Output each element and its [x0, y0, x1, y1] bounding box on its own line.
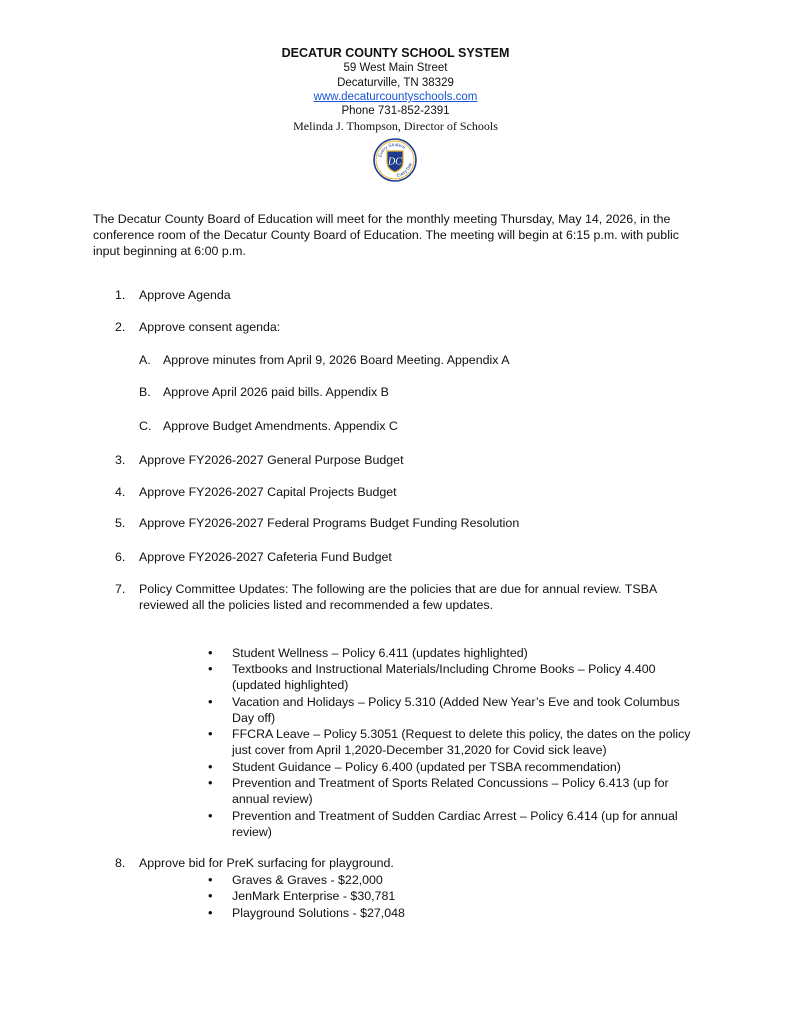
- item-letter: A.: [139, 353, 151, 367]
- policy-text: FFCRA Leave – Policy 5.3051 (Request to delete this policy, the dates on the policy just cover from April 1,2020-December 31,2020 for Covid sick leave): [232, 727, 691, 757]
- item-number: 1.: [115, 288, 126, 302]
- svg-text:DC: DC: [388, 156, 402, 168]
- item-number: 6.: [115, 550, 126, 564]
- item-letter: B.: [139, 385, 151, 399]
- item-number: 4.: [115, 485, 126, 499]
- bullet-icon: •: [208, 808, 213, 823]
- bid-text: Graves & Graves - $22,000: [232, 873, 383, 887]
- website-row: [0, 91, 791, 103]
- svg-text:Every Day: Every Day: [396, 162, 413, 178]
- item-text: Approve FY2026-2027 Cafeteria Fund Budget: [139, 550, 392, 564]
- bullet-icon: •: [208, 888, 213, 903]
- school-seal-logo: [372, 137, 418, 183]
- bullet-icon: •: [208, 905, 213, 920]
- bullet-icon: •: [208, 661, 213, 676]
- item-number: 7.: [115, 582, 126, 596]
- item-number: 3.: [115, 453, 126, 467]
- org-name: DECATUR COUNTY SCHOOL SYSTEM: [281, 46, 510, 60]
- item-text: Approve consent agenda:: [139, 320, 281, 334]
- bullet-icon: •: [208, 872, 213, 887]
- item-text: Approve bid for PreK surfacing for playground.: [139, 856, 394, 870]
- address-line-2: Decaturville, TN 38329: [337, 77, 454, 89]
- bullet-icon: •: [208, 726, 213, 741]
- bullet-icon: •: [208, 775, 213, 790]
- item-text: Approve minutes from April 9, 2026 Board Meeting. Appendix A: [163, 353, 510, 367]
- item-number: 5.: [115, 516, 126, 530]
- bid-text: Playground Solutions - $27,048: [232, 906, 405, 920]
- bid-text: JenMark Enterprise - $30,781: [232, 889, 396, 903]
- svg-text:Every Student: Every Student: [377, 141, 407, 158]
- policy-text: Student Guidance – Policy 6.400 (updated per TSBA recommendation): [232, 760, 621, 774]
- bullet-icon: •: [208, 759, 213, 774]
- item-text: Approve FY2026-2027 Federal Programs Budget Funding Resolution: [139, 516, 520, 530]
- policy-text: Student Wellness – Policy 6.411 (updates highlighted): [232, 646, 528, 660]
- policy-text: Textbooks and Instructional Materials/Including Chrome Books – Policy 4.400 (updated highlighted): [232, 662, 656, 692]
- director-name: Melinda J. Thompson, Director of Schools: [293, 119, 498, 133]
- item-number: 2.: [115, 320, 126, 334]
- item-text: Approve Budget Amendments. Appendix C: [163, 419, 398, 433]
- item-number: 8.: [115, 856, 126, 870]
- bullet-icon: •: [208, 694, 213, 709]
- phone-number: Phone 731-852-2391: [341, 105, 450, 117]
- item-text: Approve FY2026-2027 Capital Projects Budget: [139, 485, 397, 499]
- item-text: Policy Committee Updates: The following are the policies that are due for annual review. TSBA reviewed all the policies listed and recommended a few updates.: [139, 582, 657, 612]
- policy-text: Prevention and Treatment of Sports Related Concussions – Policy 6.413 (up for annual review): [232, 776, 669, 806]
- item-letter: C.: [139, 419, 152, 433]
- item-text: Approve April 2026 paid bills. Appendix B: [163, 385, 389, 399]
- item-text: Approve Agenda: [139, 288, 231, 302]
- bullet-icon: •: [208, 645, 213, 660]
- item-text: Approve FY2026-2027 General Purpose Budget: [139, 453, 404, 467]
- policy-text: Vacation and Holidays – Policy 5.310 (Added New Year’s Eve and took Columbus Day off): [232, 695, 680, 725]
- website-link[interactable]: www.decaturcountyschools.com: [313, 91, 478, 103]
- meeting-intro: The Decatur County Board of Education will meet for the monthly meeting Thursday, May 14, 2026, in the conference room of the Decatur County Board of Education. The meeting will begin at 6:15 p.m. with public input beginning at 6:00 p.m.: [93, 212, 679, 258]
- policy-text: Prevention and Treatment of Sudden Cardiac Arrest – Policy 6.414 (up for annual review): [232, 809, 678, 839]
- address-line-1: 59 West Main Street: [343, 62, 448, 74]
